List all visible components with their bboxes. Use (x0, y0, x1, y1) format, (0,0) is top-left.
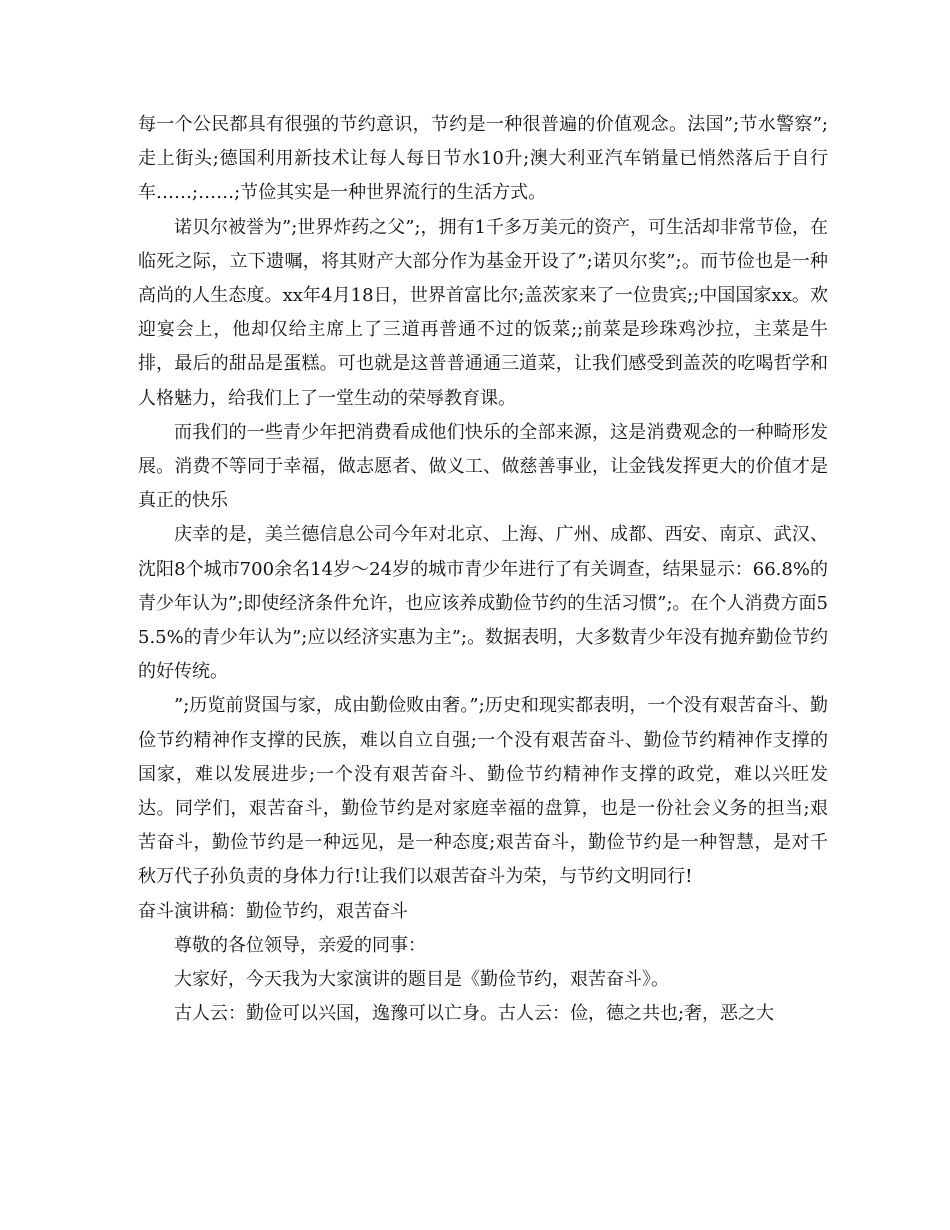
paragraph-youth-consumption: 而我们的一些青少年把消费看成他们快乐的全部来源，这是消费观念的一种畸形发展。消费不等同于幸福，做志愿者、做义工、做慈善事业，让金钱发挥更大的价值才是真正的快乐 (138, 421, 828, 512)
paragraph-nobel-and-gates: 诺贝尔被誉为”;世界炸药之父”;，拥有1千多万美元的资产，可生活却非常节俭，在临死之际，立下遗嘱，将其财产大部分作为基金开设了”;诺贝尔奖”;。而节俭也是一种高尚的人生态度。xx年4月18日，世界首富比尔;盖茨家来了一位贵宾;;中国国家xx。欢迎宴会上，他却仅给主席上了三道再普通不过的饭菜;;前菜是珍珠鸡沙拉，主菜是牛排，最后的甜品是蛋糕。可也就是这普普通通三道菜，让我们感受到盖茨的吃喝哲学和人格魅力，给我们上了一堂生动的荣辱教育课。 (138, 216, 828, 409)
paragraph-survey-results: 庆幸的是，美兰德信息公司今年对北京、上海、广州、成都、西安、南京、武汉、沈阳8个城市700余名14岁～24岁的城市青少年进行了有关调查，结果显示：66.8%的青少年认为”;即使经济条件允许，也应该养成勤俭节约的生活习惯”;。在个人消费方面55.5%的青少年认为”;应以经济实惠为主”;。数据表明，大多数青少年没有抛弃勤俭节约的好传统。 (138, 524, 828, 683)
paragraph-nobel-frugality-intro: 每一个公民都具有很强的节约意识，节约是一种很普遍的价值观念。法国”;节水警察”;走上街头;德国利用新技术让每人每日节水10升;澳大利亚汽车销量已悄然落后于自行车……;……;节俭其实是一种世界流行的生活方式。 (138, 114, 828, 204)
paragraph-salutation: 尊敬的各位领导，亲爱的同事： (174, 934, 426, 956)
paragraph-ancient-quote: 古人云：勤俭可以兴国，逸豫可以亡身。古人云：俭，德之共也;奢，恶之大 (174, 1003, 775, 1025)
document-body (138, 108, 828, 1031)
paragraph-speech-title: 大家好，今天我为大家演讲的题目是《勤俭节约，艰苦奋斗》。 (174, 969, 669, 991)
paragraph-history-conclusion: ”;历览前贤国与家，成由勤俭败由奢。”;历史和现实都表明，一个没有艰苦奋斗、勤俭节约精神作支撑的民族，难以自立自强;一个没有艰苦奋斗、勤俭节约精神作支撑的国家，难以发展进步;一个没有艰苦奋斗、勤俭节约精神作支撑的政党，难以兴旺发达。同学们，艰苦奋斗，勤俭节约是对家庭幸福的盘算，也是一份社会义务的担当;艰苦奋斗，勤俭节约是一种远见，是一种态度;艰苦奋斗，勤俭节约是一种智慧，是对千秋万代子孙负责的身体力行!让我们以艰苦奋斗为荣，与节约文明同行! (138, 695, 828, 888)
section-heading: 奋斗演讲稿：勤俭节约，艰苦奋斗 (138, 900, 408, 922)
